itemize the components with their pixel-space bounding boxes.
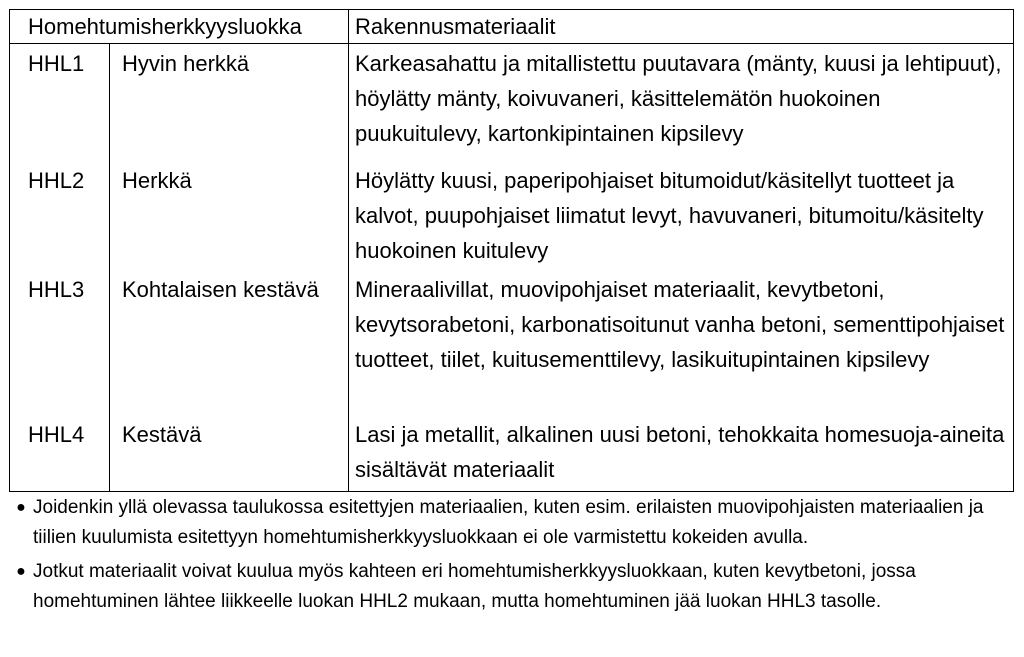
class-code: HHL4 (10, 413, 110, 492)
class-level: Kestävä (110, 413, 349, 492)
header-materials: Rakennusmateriaalit (349, 10, 1014, 44)
bullet-icon: ● (16, 499, 26, 516)
list-item (9, 493, 1014, 553)
class-code: HHL1 (10, 44, 110, 160)
class-code: HHL2 (10, 159, 110, 268)
notes-list (9, 493, 1014, 621)
mold-sensitivity-table (9, 9, 1014, 492)
table-row (10, 268, 1014, 413)
class-level: Herkkä (110, 159, 349, 268)
class-materials: Lasi ja metallit, alkalinen uusi betoni, tehokkaita homesuoja-aineita sisältävät materiaalit (349, 413, 1014, 492)
class-level: Hyvin herkkä (110, 44, 349, 160)
table-row (10, 159, 1014, 268)
class-materials: Mineraalivillat, muovipohjaiset materiaalit, kevytbetoni, kevytsorabetoni, karbonatisoitunut vanha betoni, sementtipohjaiset tuotteet, tiilet, kuitusementtilevy, lasikuitupintainen kipsilevy (349, 268, 1014, 413)
class-code: HHL3 (10, 268, 110, 413)
class-materials: Karkeasahattu ja mitallistettu puutavara (mänty, kuusi ja lehtipuut), höylätty mänty, koivuvaneri, käsittelemätön huokoinen puukuitulevy, kartonkipintainen kipsilevy (349, 44, 1014, 160)
table-header-row (10, 10, 1014, 44)
class-level: Kohtalaisen kestävä (110, 268, 349, 413)
class-materials: Höylätty kuusi, paperipohjaiset bitumoidut/käsitellyt tuotteet ja kalvot, puupohjaiset liimatut levyt, havuvaneri, bitumoitu/käsitelty huokoinen kuitulevy (349, 159, 1014, 268)
note-text: Joidenkin yllä olevassa taulukossa esitettyjen materiaalien, kuten esim. erilaisten muovipohjaisten materiaalien ja tiilien kuulumista esitettyyn homehtumisherkkyysluokkaan ei ole varmistettu kokeiden avulla. (33, 497, 984, 548)
table-row (10, 44, 1014, 160)
list-item (9, 557, 1014, 617)
table-row (10, 413, 1014, 492)
note-text: Jotkut materiaalit voivat kuulua myös kahteen eri homehtumisherkkyysluokkaan, kuten kevytbetoni, jossa homehtuminen lähtee liikkeelle luokan HHL2 mukaan, mutta homehtuminen jää luokan HHL3 tasolle. (33, 561, 916, 612)
bullet-icon: ● (16, 563, 26, 580)
header-class: Homehtumisherkkyysluokka (10, 10, 349, 44)
